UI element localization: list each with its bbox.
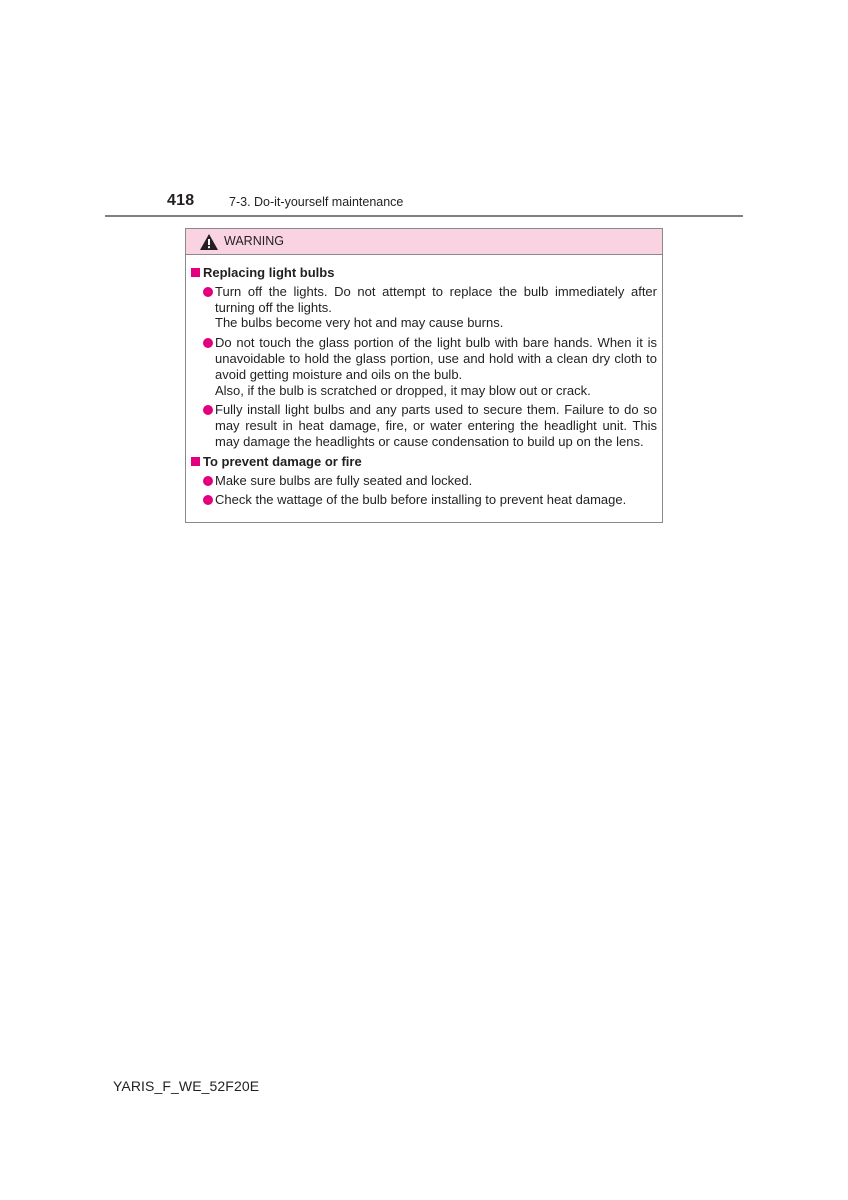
section-title: 7-3. Do-it-yourself maintenance xyxy=(229,195,404,209)
document-code: YARIS_F_WE_52F20E xyxy=(113,1078,260,1094)
square-bullet-icon xyxy=(191,268,200,277)
section-heading xyxy=(191,265,657,281)
bullet-text: Do not touch the glass portion of the light bulb with bare hands. When it is unavoidable to hold the glass portion, use and hold with a clean dry cloth to avoid getting moisture and oils on the bulb. xyxy=(215,335,657,382)
list-item xyxy=(191,492,657,508)
bullet-text: Fully install light bulbs and any parts used to secure them. Failure to do so may result in heat damage, fire, or water entering the headlight unit. This may damage the headlights or cause condensation to build up on the lens. xyxy=(215,402,657,449)
bullet-dot-icon xyxy=(203,495,213,505)
page-number: 418 xyxy=(167,192,195,209)
warning-body xyxy=(186,255,662,508)
header-divider xyxy=(105,215,743,217)
bullet-text: The bulbs become very hot and may cause burns. xyxy=(215,315,504,331)
section-heading xyxy=(191,454,657,470)
bullet-text: Make sure bulbs are fully seated and locked. xyxy=(215,472,473,488)
bullet-dot-icon xyxy=(203,476,213,486)
section-replacing-light-bulbs xyxy=(191,265,657,450)
section-prevent-damage-or-fire xyxy=(191,454,657,508)
list-item xyxy=(191,402,657,449)
warning-header xyxy=(186,229,662,255)
page-header xyxy=(105,190,743,220)
bullet-text: Also, if the bulb is scratched or dropped, it may blow out or crack. xyxy=(215,382,591,398)
section-heading-text: Replacing light bulbs xyxy=(203,265,335,280)
warning-title: WARNING xyxy=(224,234,284,248)
warning-box xyxy=(185,228,663,523)
section-heading-text: To prevent damage or fire xyxy=(203,453,362,469)
list-item xyxy=(191,284,657,331)
bullet-text: Turn off the lights. Do not attempt to replace the bulb immediately after turning off the lights. xyxy=(215,283,657,315)
warning-triangle-icon xyxy=(199,233,219,251)
bullet-dot-icon xyxy=(203,405,213,415)
list-item xyxy=(191,473,657,489)
bullet-text: Check the wattage of the bulb before installing to prevent heat damage. xyxy=(215,492,627,508)
bullet-dot-icon xyxy=(203,338,213,348)
square-bullet-icon xyxy=(191,457,200,466)
list-item xyxy=(191,335,657,398)
bullet-dot-icon xyxy=(203,287,213,297)
